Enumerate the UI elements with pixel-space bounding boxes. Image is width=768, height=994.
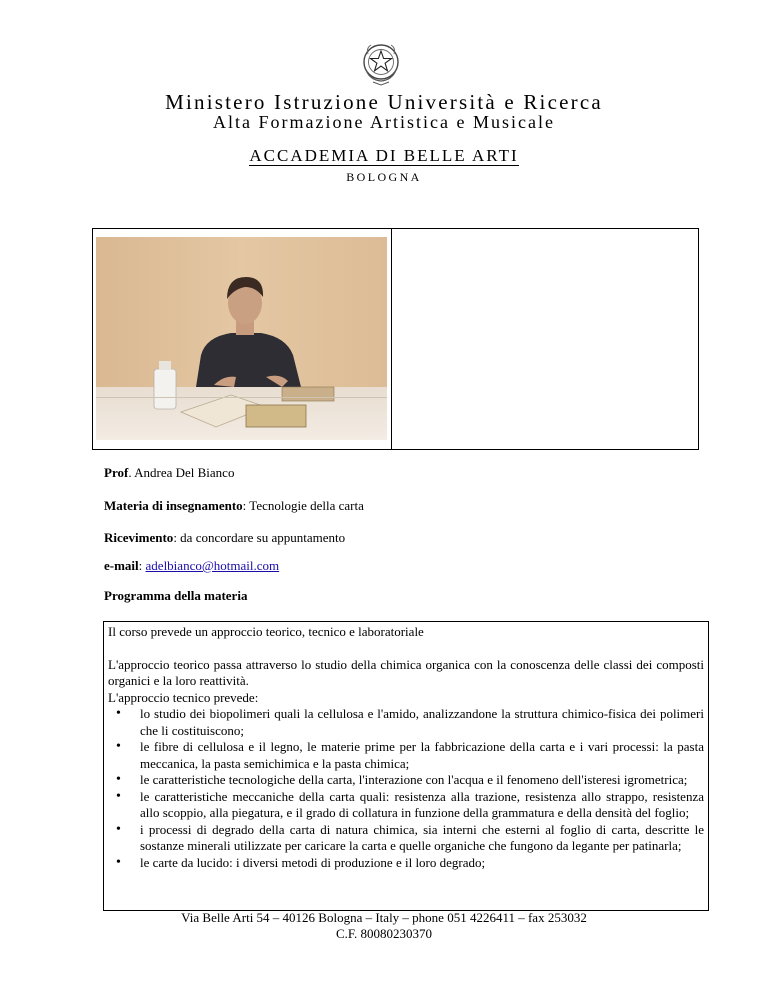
- academy-title-text: ACCADEMIA DI BELLE ARTI: [249, 146, 519, 165]
- list-item: • le caratteristiche tecnologiche della carta, l'interazione con l'acqua e il fenomeno dell'isteresi igrometrica;: [116, 772, 688, 787]
- photo-table: [92, 228, 699, 450]
- reception-value: : da concordare su appuntamento: [173, 530, 346, 545]
- bullet-icon: •: [116, 706, 121, 721]
- reception-label: Ricevimento: [104, 530, 174, 545]
- prof-label: Prof: [104, 465, 129, 480]
- footer-address: Via Belle Arti 54 – 40126 Bologna – Italy – phone 051 4226411 – fax 253032: [181, 910, 587, 925]
- email-line: [104, 558, 279, 574]
- email-label: e-mail: [104, 558, 139, 573]
- email-link[interactable]: adelbianco@hotmail.com: [145, 558, 280, 573]
- italian-republic-emblem-icon: [360, 40, 402, 86]
- professor-line: [104, 465, 234, 481]
- bullet-icon: •: [116, 739, 121, 754]
- bullet-icon: •: [116, 788, 121, 804]
- subject-label: Materia di insegnamento: [104, 498, 243, 513]
- email-separator: :: [138, 558, 146, 573]
- empty-cell: [392, 229, 698, 449]
- bullet-icon: •: [116, 821, 121, 837]
- program-heading: [104, 588, 247, 604]
- department-title: Alta Formazione Artistica e Musicale: [213, 112, 555, 132]
- program-heading-text: Programma della materia: [104, 588, 248, 603]
- subject-value: : Tecnologie della carta: [242, 498, 364, 513]
- bullet-icon: •: [116, 772, 121, 787]
- list-item: • lo studio dei biopolimeri quali la cellulosa e l'amido, analizzandone la struttura chimico-fisica dei polimeri che li costituiscono;: [116, 706, 704, 738]
- city-title: BOLOGNA: [346, 170, 422, 184]
- photo-cell: [93, 229, 392, 449]
- list-item: • i processi di degrado della carta di natura chimica, sia interni che esterni al foglio di carta, descritte le sostanze minerali utilizzate per caricare la carta e quelle organiche che fungono da legante per patinarla;: [116, 821, 704, 853]
- academy-title: [0, 146, 768, 166]
- program-technical-intro: L'approccio tecnico prevede:: [108, 689, 259, 705]
- program-intro: Il corso prevede un approccio teorico, tecnico e laboratoriale: [108, 624, 424, 639]
- program-box: [103, 621, 709, 911]
- program-list: [104, 706, 708, 871]
- bullet-icon: •: [116, 854, 121, 870]
- program-theory: L'approccio teorico passa attraverso lo studio della chimica organica con la conoscenza delle classi dei composti organici e la loro reattività.: [108, 656, 704, 688]
- list-item: • le caratteristiche meccaniche della carta quali: resistenza alla trazione, resistenza allo strappo, resistenza allo scoppio, alla piegatura, e il grado di collatura in funzione della grammatura e della densità del foglio;: [116, 788, 704, 820]
- list-item: • le carte da lucido: i diversi metodi di produzione e il loro degrado;: [116, 854, 486, 870]
- list-item: • le fibre di cellulosa e il legno, le materie prime per la fabbricazione della carta e i vari processi: la pasta meccanica, la pasta semichimica e la pasta chimica;: [116, 739, 704, 771]
- ministry-title: Ministero Istruzione Università e Ricerca: [165, 90, 603, 114]
- reception-line: [104, 530, 345, 546]
- subject-line: [104, 498, 364, 514]
- footer-fiscal-code: C.F. 80080230370: [335, 926, 433, 941]
- prof-name: . Andrea Del Bianco: [128, 465, 235, 480]
- professor-photo: [96, 237, 387, 440]
